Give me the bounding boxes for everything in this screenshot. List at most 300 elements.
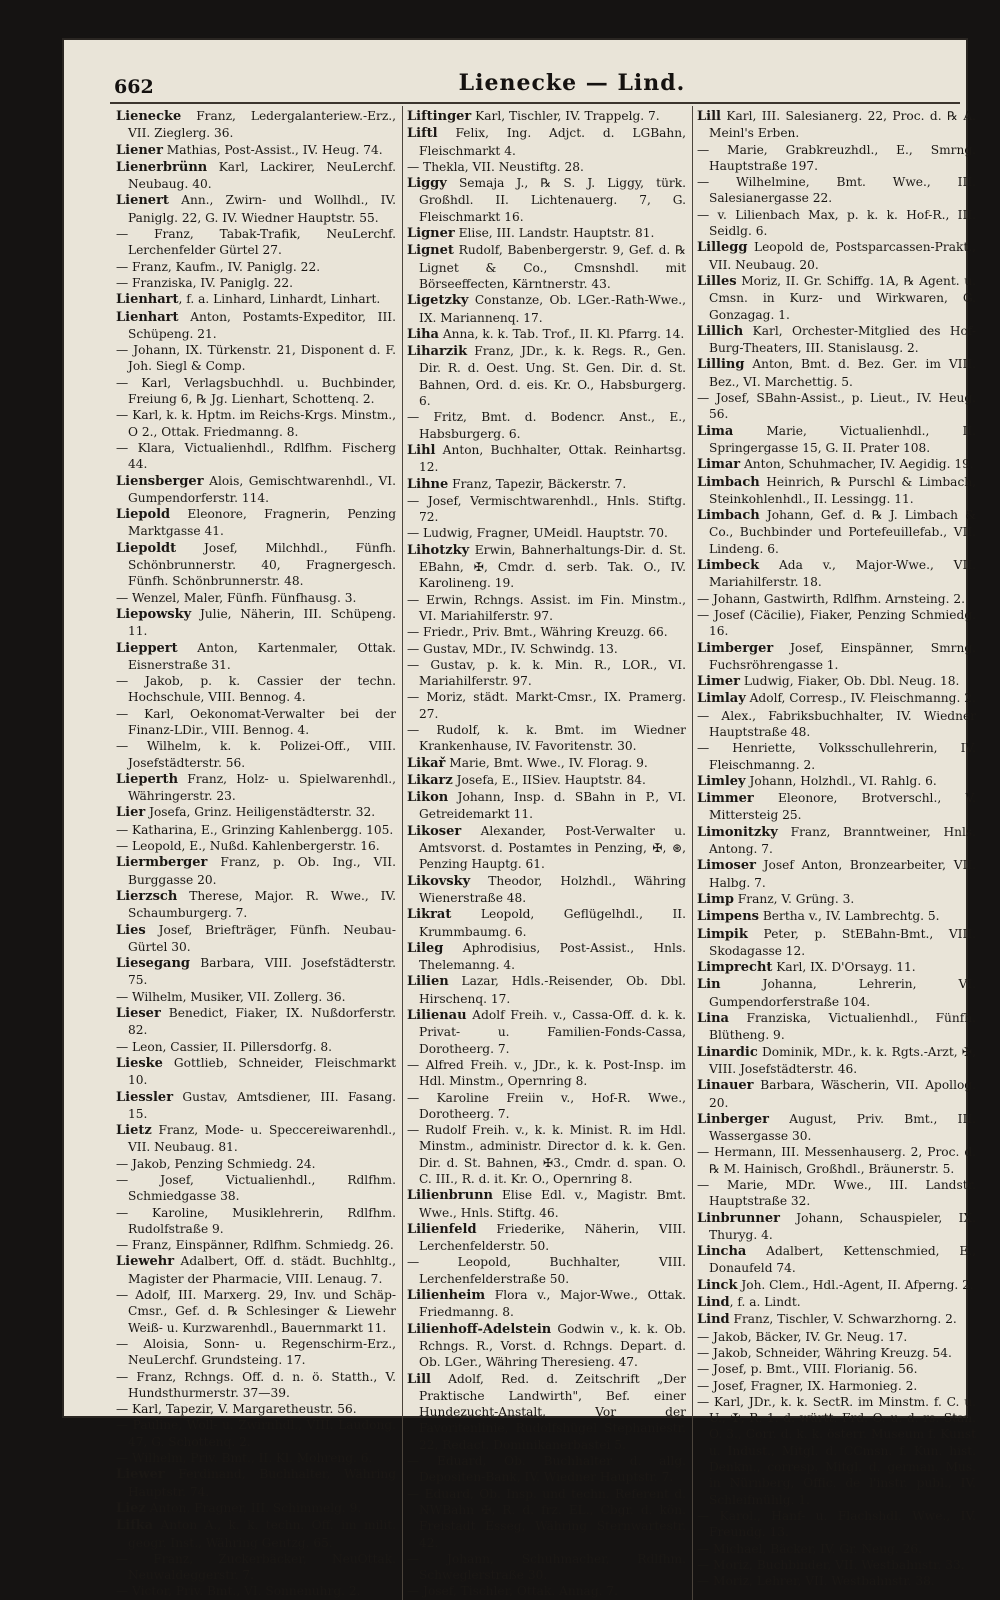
entry-surname: Limberger [697,640,774,656]
directory-entry [697,1077,976,1111]
directory-entry [116,640,396,674]
entry-surname: Lind [697,1312,730,1328]
directory-entry [697,1210,976,1244]
directory-entry [697,323,976,357]
directory-entry [697,1394,976,1508]
directory-entry [116,192,396,226]
directory-entry [407,292,686,326]
directory-entry [407,1090,686,1123]
entry-details: — Erwin, Rchngs. Assist. im Fin. Minstm., VI. Mariahilferstr. 97. [407,592,686,623]
directory-entry [697,1361,976,1377]
directory-entry [116,673,396,706]
directory-entry [116,1369,396,1402]
entry-details: — Karol., Hanf- u. Flachshdl. Wwe., IV. Freundg. 13. [697,1508,976,1540]
entry-surname: Lilienfeld [407,1221,477,1237]
directory-entry [116,259,396,275]
directory-entry [697,557,976,591]
entry-surname: Liepold [116,507,171,523]
entry-details: Franz, V. Grüng. 3. [733,891,855,906]
entry-surname: Limprecht [697,960,773,976]
directory-entry [697,607,976,640]
entry-details: — Moriz, Lehrer, VII. Westbahnstr. 38. [697,1574,935,1589]
entry-details: Peter, p. StEBahn-Bmt., VIII. Skodagasse 12. [709,926,976,958]
directory-entry [697,1573,976,1589]
entry-surname: Lillegg [697,240,748,256]
directory-entry [697,1541,976,1557]
entry-details: Franz, Ledergalanteriew.-Erz., VII. Zieglerg. 36. [128,109,396,141]
entry-surname: Lin [697,977,721,993]
entry-details: Johann, Gef. d. ℞ J. Limbach & Co., Buchbinder und Portefeuillefab., VII. Lindeng. 6. [709,508,976,556]
entry-details: Anton, Fragner, III. Schimmelg. 9. [145,1500,362,1515]
directory-entry [116,142,396,159]
entry-details: Anton, Buchhalter, Ottak. Reinhartsg. 12. [419,442,686,475]
column-right [692,106,982,1600]
entry-details: — Moriz, städt. Markt-Cmsr., IX. Pramerg. 27. [407,690,686,721]
entry-details: — Michael, Bäcker, IV. Gr. Neug. 26. [697,1541,922,1556]
entry-details: August, Priv. Bmt., III. Wassergasse 30. [709,1111,976,1144]
directory-entry [407,326,686,343]
directory-entry [407,175,686,225]
directory-entry [407,1583,686,1599]
entry-surname: Likoser [407,823,462,839]
entry-details: Elise Edl. v., Magistr. Bmt. Wwe., Hnls. Stiftg. 46. [419,1188,686,1220]
entry-surname: Limonitzky [697,824,778,840]
entry-surname: Limpens [697,909,759,925]
entry-details: Adolf, Corresp., IV. Fleischmanng. 2. [745,691,976,706]
entry-details: — Thekla, VII. Neustiftg. 28. [407,159,584,174]
entry-surname: Linck [697,1277,738,1293]
entry-surname: Likovsky [407,873,471,889]
entry-surname: Liensberger [116,473,204,489]
entry-details: Ann., Zwirn- und Wollhdl., IV. Paniglg. 22, G. IV. Wiedner Hauptstr. 55. [128,193,396,225]
directory-entry [697,790,976,824]
entry-details: Benedict, Fiaker, IX. Nußdorferstr. 82. [128,1006,396,1038]
entry-details: Felix, Ing. Adjct. d. LGBahn, Fleischmarkt 4. [419,126,686,158]
entry-details: — Josef, Tischler, Ottak. Annag. 7. [407,1584,619,1599]
entry-details: — Victor, Priv. Bmt., VI. Sonnenuhrg. 2. [116,1584,361,1599]
directory-entry [697,976,976,1010]
directory-entry [697,142,976,175]
directory-entry [697,1177,976,1210]
directory-entry [697,773,976,790]
entry-surname: Lilles [697,273,737,289]
entry-surname: Limbach [697,474,760,490]
directory-entry [116,838,396,854]
directory-entry [116,804,396,821]
entry-details: — Moriz, Buchbinder, VII. Westbahnstr. 33. [697,1557,965,1572]
directory-entry [407,1371,686,1453]
entry-surname: Lillich [697,323,744,339]
directory-entry [116,1500,396,1517]
entry-surname: Lienecke [116,109,182,124]
entry-details: Josef, Milchhdl., Fünfh. Schönbrunnerstr. 40, Fragnergesch. Fünfh. Schönbrunnerstr. 48. [128,540,396,589]
entry-surname: Limpik [697,926,748,942]
entry-surname: Likař [407,755,446,771]
directory-entry [407,493,686,526]
directory-entry [697,507,976,557]
entry-details: Johanna, Lehrerin, VI. Gumpendorferstraße 104. [709,977,976,1009]
entry-surname: Lienhart [116,309,179,325]
directory-entry [407,772,686,789]
entry-details: — Johann, IX. Türkenstr. 21, Disponent d. F. Joh. Siegl & Comp. [116,343,396,374]
entry-details: — Karl, JDr., k. k. SectR. im Minstm. f. C. u. U., ✠, R. 1. d. württ. Frd. O. u. d. rs. Stan. O. 3., Corr. d. k. k. österr. Museum f. Kunst u. Indust., Mitgl. d. CCmsn. f. Kun. hist. Denkm., corresp. Mitgl. d. german. Mus. in Nürnberg, Offic. de l'instr. publ., IV. Schleifmühlg. 1. [697,1394,976,1507]
entry-details: — Josef, Victualienhdl., Rdlfhm. Schmiedgasse 38. [116,1173,396,1204]
entry-surname: Lima [697,423,734,439]
entry-surname: Lilienbrunn [407,1188,493,1204]
directory-entry [116,771,396,805]
entry-details: Josef, Einspänner, Smrng. Fuchsröhrengasse 1. [709,640,976,672]
entry-details: — Gustav, p. k. k. Min. R., LOR., VI. Mariahilferstr. 97. [407,657,686,689]
entry-surname: Lilienheim [407,1288,486,1304]
entry-details: Julie, Näherin, III. Schüpeng. 11. [128,606,396,639]
column-middle [402,106,692,1600]
entry-details: — Jakob, Penzing Schmiedg. 24. [116,1156,316,1171]
entry-surname: Liftl [407,126,438,142]
entry-details: Johann, Schauspieler, IX. Thuryg. 4. [709,1210,976,1242]
entry-surname: Lihotzky [407,542,470,558]
entry-details: Josef, Briefträger, Fünfh. Neubau-Gürtel 30. [128,922,396,954]
entry-surname: Linauer [697,1078,754,1094]
directory-entry [697,824,976,858]
directory-entry [407,1486,686,1551]
directory-entry [116,342,396,375]
directory-entry [697,474,976,508]
directory-entry [116,1417,396,1450]
directory-entry [407,108,686,125]
directory-entry [697,456,976,473]
entry-details: Franz, Branntweiner, Hnls. Antong. 7. [709,824,976,857]
entry-details: — Adolf, III. Marxerg. 29, Inv. und Schäp-Cmsr., Gef. d. ℞ Schlesinger & Liewehr Weiß- u. Kurzwarenhdl., Bauernmarkt 11. [116,1288,396,1335]
entry-details: Karl, Orchester-Mitglied des Hof-Burg-Theaters, III. Stanislausg. 2. [709,323,976,356]
entry-surname: Liharzik [407,344,468,360]
directory-entry [407,1254,686,1287]
entry-details: — Josef, p. Bmt., VIII. Florianig. 56. [697,1362,918,1377]
entry-details: Ferdinand, Buchhalter, Währing Hauptstr. 74. [128,1467,396,1499]
entry-details: Adalbert, Off. d. städt. Buchhltg., Magister der Pharmacie, VIII. Lenaug. 7. [128,1254,396,1286]
directory-entry [407,409,686,442]
directory-entry [407,1287,686,1321]
entry-surname: Lienert [116,193,169,209]
directory-entry [407,755,686,772]
entry-details: Eleonore, Brotverschl., V. Mittersteig 25. [709,791,976,823]
directory-entry [116,1551,396,1584]
directory-entry [697,857,976,891]
entry-surname: Liftinger [407,109,472,124]
entry-details: Theodor, Holzhdl., Währing Wienerstraße 48. [419,873,686,905]
entry-surname: Liewer [116,1467,165,1483]
entry-surname: Limbach [697,508,760,524]
directory-entry [697,1557,976,1573]
entry-surname: Lietz [116,1123,152,1139]
entry-details: — Leon, Cassier, II. Pillersdorfg. 8. [116,1039,332,1054]
entry-details: Karl, III. Salesianerg. 22, Proc. d. ℞ A. Meinl's Erben. [709,109,976,141]
entry-details: Godwin v., k. k. Ob. Rchngs. R., Vorst. d. Rchngs. Depart. d. Ob. LGer., Währing Theresieng. 47. [419,1321,686,1370]
entry-surname: Lifka [116,1518,154,1534]
directory-entry [116,822,396,838]
entry-surname: Ligetzky [407,293,469,309]
directory-entry [407,689,686,722]
directory-entry [407,542,686,592]
entry-surname: Linberger [697,1111,769,1127]
entry-details: Karl, Lackirer, NeuLerchf. Neubaug. 40. [128,159,396,192]
entry-details: — Wilhelm, k. k. Polizei-Off., VIII. Josefstädterstr. 56. [116,739,396,770]
entry-surname: Liez [116,1500,146,1516]
entry-surname: Liessler [116,1089,174,1105]
entry-details: Anna, k. k. Tab. Trof., II. Kl. Pfarrg. 14. [438,326,685,341]
directory-entry [116,108,396,142]
directory-entry [407,624,686,640]
entry-details: Franz, Tapezir, Bäckerstr. 7. [448,476,627,491]
entry-details: — Marie, Grabkreuzhdl., E., Smrng. Hauptstraße 197. [697,142,976,173]
directory-entry [116,1401,396,1417]
directory-entry [407,1551,686,1584]
directory-entry [407,1221,686,1255]
directory-entry [116,473,396,507]
entry-surname: Lilling [697,357,745,373]
entry-details: — Leopold, Buchhalter, VIII. Lerchenfelderstraße 50. [407,1255,686,1286]
entry-details: — Wilhelm, Musiker, VII. Zollerg. 36. [116,989,346,1004]
entry-details: Moriz, II. Gr. Schiffg. 1A, ℞ Agent. u. Cmsn. in Kurz- und Wirkwaren, G. Gonzagag. 1. [709,273,976,322]
entry-details: Dominik, MDr., k. k. Rgts.-Arzt, ✠, VIII. Josefstädterstr. 46. [709,1044,976,1076]
directory-entry [116,1583,396,1599]
entry-surname: Lierzsch [116,888,178,904]
entry-surname: Lill [697,109,721,124]
directory-entry [407,823,686,873]
entry-surname: Lieppert [116,640,178,656]
entry-details: Semaja J., ℞ S. J. Liggy, türk. Großhdl. II. Lichtenauerg. 7, G. Fleischmarkt 16. [419,176,686,224]
directory-entry [116,226,396,259]
entry-details: Flora v., Major-Wwe., Ottak. Friedmanng. 8. [419,1288,686,1320]
directory-entry [116,989,396,1005]
entry-details: Adolf Freih. v., Cassa-Off. d. k. k. Privat- u. Familien-Fonds-Cassa, Dorotheerg. 7. [419,1008,686,1056]
directory-entry [407,873,686,907]
directory-entry [407,1122,686,1187]
directory-entry [116,291,396,308]
directory-entry [116,1253,396,1287]
directory-entry [697,959,976,976]
entry-surname: Liermberger [116,855,208,871]
entry-details: Ada v., Major-Wwe., VII. Mariahilferstr. 18. [709,558,976,590]
directory-entry [697,108,976,142]
entry-surname: Lihne [407,476,449,492]
directory-entry [697,174,976,207]
entry-details: , f. a. Linhard, Linhardt, Linhart. [178,292,381,307]
directory-entry [116,375,396,408]
entry-details: Johann, Holzhdl., VI. Rahlg. 6. [745,773,937,788]
entry-surname: Lind [697,1295,730,1311]
entry-surname: Lilienau [407,1008,467,1024]
entry-details: — Rudolf Freih. v., k. k. Minist. R. im Hdl. Minstm., administr. Director d. k. k. Gen. Dir. d. St. Bahnen, ✠3., Cmdr. d. span. O. C. III., R. d. it. Kr. O., Opernring 8. [407,1123,686,1186]
entry-details: Constanze, Ob. LGer.-Rath-Wwe., IX. Mariannenq. 17. [419,293,686,325]
header-rule [110,102,960,104]
directory-entry [407,1453,686,1486]
directory-entry [116,590,396,606]
directory-entry [116,1156,396,1172]
directory-entry [116,1336,396,1369]
entry-details: — Gustav, MDr., IV. Schwindg. 13. [407,641,618,656]
entry-details: — Ludwig, Fragner, UMeidl. Hauptstr. 70. [407,526,668,541]
directory-entry [407,225,686,242]
entry-details: — Karoline, Musiklehrerin, Rdlfhm. Rudolfstraße 9. [116,1205,396,1236]
entry-surname: Lihl [407,442,436,458]
entry-details: Gustav, Amtsdiener, III. Fasang. 15. [128,1089,396,1121]
entry-details: Gottlieb, Schneider, Fleischmarkt 10. [128,1055,396,1088]
directory-entry [116,1122,396,1156]
directory-entry [697,926,976,960]
entry-details: Barbara, Wäscherin, VII. Apollog. 20. [709,1078,976,1110]
entry-details: , f. a. Lindt. [729,1295,801,1310]
entry-details: Marie, Bmt. Wwe., IV. Florag. 9. [445,755,648,770]
entry-surname: Lill [407,1371,431,1387]
directory-entry [697,908,976,925]
entry-details: Anton, Postamts-Expeditor, III. Schüpeng. 21. [128,309,396,341]
directory-entry [407,476,686,493]
entry-surname: Liepowsky [116,606,192,622]
entry-surname: Lileg [407,940,444,956]
directory-entry [116,1287,396,1336]
directory-entry [116,854,396,888]
entry-details: Therese, Major. R. Wwe., IV. Schaumburgerg. 7. [128,888,396,921]
entry-surname: Lilienhoff-Adelstein [407,1321,552,1337]
entry-details: — Karoline Freiin v., Hof-R. Wwe., Dorotheerg. 7. [407,1090,686,1121]
entry-surname: Limoser [697,858,756,874]
directory-entry [697,1277,976,1294]
entry-details: Marie, Victualienhdl., II. Springergasse 15, G. II. Prater 108. [709,423,976,455]
directory-entry [697,423,976,457]
entry-details: — Klara, Victualienhdl., Rdlfhm. Fischerg 44. [116,440,396,472]
entry-details: Rudolf, Babenbergerstr. 9, Gef. d. ℞ Lignet & Co., Cmsnshdl. mit Börseeffecten, Kärntnerstr. 43. [419,243,686,291]
entry-details: — Alex., Fabriksbuchhalter, IV. Wiedner Hauptstraße 48. [697,708,976,739]
directory-entry [116,309,396,343]
directory-entry [116,159,396,193]
entry-details: — Josef, Vermischtwarenhdl., Hnls. Stiftg. 72. [407,493,686,525]
directory-entry [697,1243,976,1277]
entry-surname: Lies [116,922,146,938]
directory-entry [116,506,396,540]
column-left [112,106,402,1600]
directory-entry [697,708,976,741]
entry-surname: Liha [407,326,439,342]
entry-details: Leopold, Geflügelhdl., II. Krummbaumg. 6. [419,907,686,939]
directory-entry [697,390,976,423]
directory-entry [697,1144,976,1177]
entry-details: Leopold de, Postsparcassen-Prakt., VII. Neubaug. 20. [709,240,976,272]
entry-details: — Karl, k. k. Hptm. im Reichs-Krgs. Minstm., O 2., Ottak. Friedmanng. 8. [116,408,396,439]
directory-entry [407,592,686,625]
directory-entry [116,1237,396,1253]
entry-details: — Wilhelmine, Bmt. Wwe., III. Salesianergasse 22. [697,175,976,206]
directory-entry [407,1321,686,1371]
entry-surname: Lienerbrünn [116,159,208,175]
entry-surname: Limbeck [697,558,760,574]
entry-surname: Lieske [116,1055,163,1071]
directory-entry [407,525,686,541]
entry-details: — Karl, Tapezir, V. Margaretheustr. 56. [116,1402,357,1417]
entry-details: — Leopold, E., Nußd. Kahlenbergerstr. 16. [116,839,380,854]
entry-details: — Franz, Rchngs. Off. d. n. ö. Statth., V. Hundsthurmerstr. 37—39. [116,1369,396,1400]
entry-details: Franz, Tischler, V. Schwarzhorng. 2. [729,1312,957,1327]
directory-entry [697,273,976,323]
entry-surname: Lieperth [116,771,179,787]
directory-entry [116,606,396,640]
entry-surname: Lier [116,805,146,821]
entry-details: — Jakob, Bäcker, IV. Gr. Neug. 17. [697,1329,908,1344]
entry-surname: Limmer [697,791,754,807]
directory-entry [407,657,686,690]
directory-entry [697,1010,976,1044]
directory-entry [697,1111,976,1145]
directory-entry [407,242,686,292]
directory-entry [407,125,686,159]
directory-entry [116,922,396,956]
entry-details: Barbara, VIII. Josefstädterstr. 75. [128,956,396,988]
entry-surname: Likarz [407,772,453,788]
directory-entry [116,275,396,291]
entry-surname: Limlay [697,691,746,707]
entry-details: Mathias, Post-Assist., IV. Heug. 74. [162,142,383,157]
directory-entry [697,356,976,390]
entry-details: Joh. Clem., Hdl.-Agent, II. Afperng. 2. [737,1277,974,1292]
entry-details: Eleonore, Fragnerin, Penzing Marktgasse 41. [128,507,396,539]
entry-details: Alexander, Post-Verwalter u. Amtsvorst. d. Postamtes in Penzing, ✠, ⊛, Penzing Hauptg. 61. [419,823,686,872]
directory-entry [116,1466,396,1500]
entry-details: — Franz, Kaufm., IV. Paniglg. 22. [116,259,321,274]
entry-details: Friederike, Näherin, VIII. Lerchenfelderstr. 50. [419,1221,686,1254]
entry-details: — Jakob, p. k. Cassier der techn. Hochschule, VIII. Bennog. 4. [116,674,396,705]
entry-details: — Fritz, Bmt. d. Bodencr. Anst., E., Habsburgerg. 6. [407,410,686,441]
entry-details: — Eduard, Ob. Buchhalter d. allg. Depositen-Bank, IV. Wiedner Hauptstr. 7. [407,1454,686,1485]
entry-details: — Pauline, Woll- u. Zwirnhdl., VIII. Laudong. 47, G. Schottenq. 2. [116,1418,396,1449]
entry-details: Franz, Mode- u. Speccereiwarenhdl., VII. Neubaug. 81. [128,1123,396,1155]
entry-details: — Johann, Gastwirth, Rdlfhm. Arnsteing. 2. [697,591,965,606]
entry-details: — Franziska, IV. Paniglg. 22. [116,275,293,290]
directory-entry [697,1508,976,1541]
directory-entry [407,1057,686,1090]
entry-details: Bertha v., IV. Lambrechtg. 5. [758,909,940,924]
entry-details: Josefa, E., IISiev. Hauptstr. 84. [452,772,646,787]
entry-details: Adolf, Red. d. Zeitschrift „Der Praktische Landwirth", Bef. einer Hundezucht-Anstalt, Vor der Favoritenlinie, Rudolfshügel Stephaniestr. 22, Redact. Dominikanerbastei 5. [419,1371,686,1452]
entry-details: Anton, Bmt. d. Bez. Ger. im VIII. Bez., VI. Marchettig. 5. [709,357,976,389]
entry-details: Franz, Holz- u. Spielwarenhdl., Währingerstr. 23. [128,771,396,804]
entry-details: Franz, JDr., k. k. Regs. R., Gen. Dir. R. d. Oest. Ung. St. Gen. Dir. d. St. Bahnen, Ord. d. eis. Kr. O., Habsburgerg. 6. [419,344,686,409]
entry-details: — Johann, Schuhmacher, Rdlfhm. Schweglerstraße 30. [407,1551,686,1583]
entry-surname: Limer [697,674,740,690]
directory-entry [407,641,686,657]
directory-entry [116,1517,396,1551]
directory-entry [116,407,396,440]
entry-details: — Karl, Oekonomat-Verwalter bei der Finanz-LDir., VIII. Bennog. 4. [116,706,396,737]
directory-entry [407,789,686,823]
entry-details: — Josef (Cäcilie), Fiaker, Penzing Schmiedg. 16. [697,607,976,639]
entry-details: — Marie, MDr. Wwe., III. Landstr. Hauptstraße 32. [697,1178,976,1209]
directory-entry [697,1345,976,1361]
directory-entry [697,207,976,240]
directory-entry [697,591,976,607]
directory-entry [116,1205,396,1238]
directory-entry [116,888,396,922]
directory-entry [116,1039,396,1055]
entry-surname: Liewehr [116,1254,175,1270]
entry-columns [112,106,976,1599]
directory-entry [697,891,976,908]
entry-details: — Josef, Fragner, IX. Harmonieg. 2. [697,1378,918,1393]
directory-entry [697,239,976,273]
directory-entry [407,1187,686,1221]
entry-details: — Hermann, III. Messenhauserg. 2, Proc. d. ℞ M. Hainisch, Großhdl., Bräunerstr. 5. [697,1145,976,1176]
directory-entry [116,738,396,771]
entry-details: — v. Lilienbach Max, p. k. k. Hof-R., III. Seidlg. 6. [697,207,976,239]
entry-details: — Jakob, Schneider, Währing Kreuzg. 54. [697,1345,952,1360]
